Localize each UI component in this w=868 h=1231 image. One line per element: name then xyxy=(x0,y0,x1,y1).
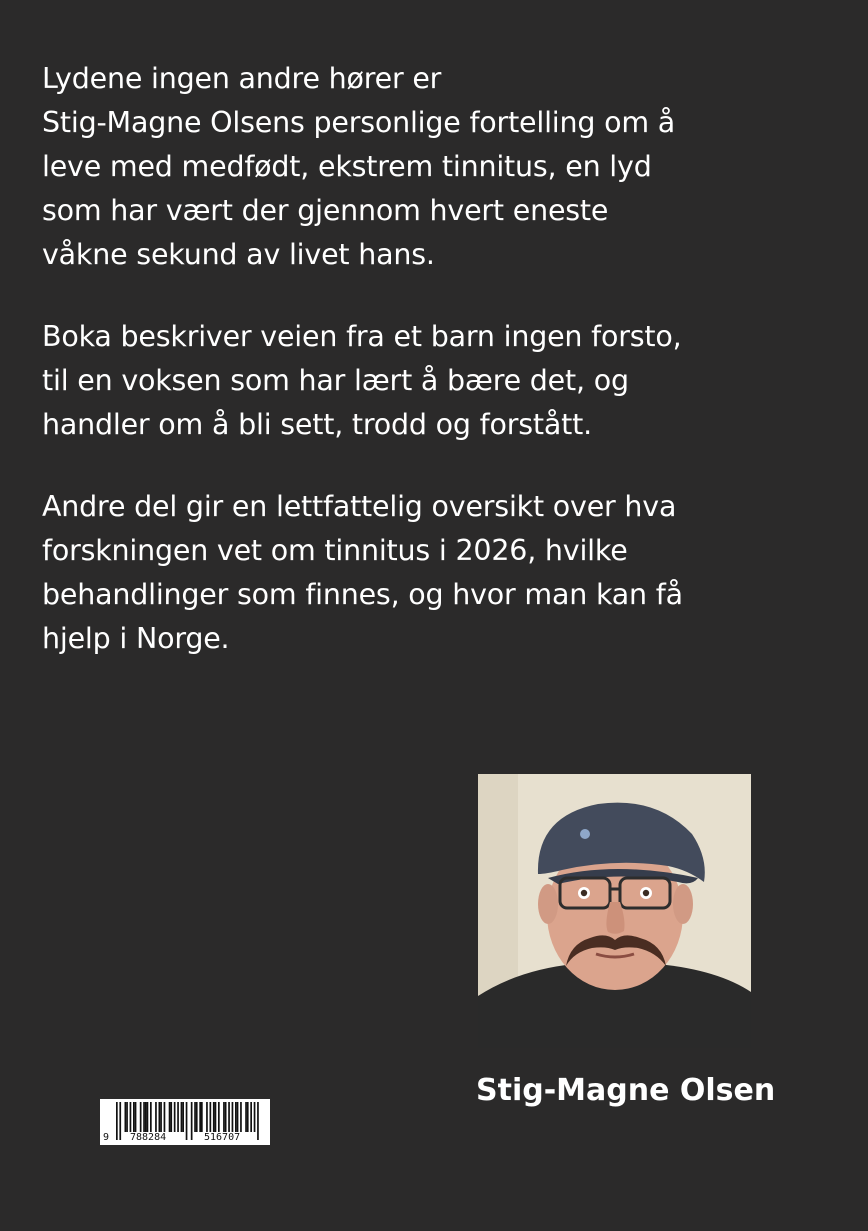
isbn-digits-right: 516707 xyxy=(204,1132,241,1143)
barcode-bar xyxy=(177,1102,179,1132)
barcode-bar xyxy=(174,1102,176,1132)
barcode-bar xyxy=(125,1102,127,1132)
barcode-bar xyxy=(186,1102,188,1140)
blurb-paragraph-3 xyxy=(42,485,842,661)
barcode-bar xyxy=(254,1102,256,1132)
blurb-line: Boka beskriver veien fra et barn ingen forsto, xyxy=(42,320,682,353)
barcode-bar xyxy=(206,1102,208,1132)
barcode-bar xyxy=(143,1102,145,1132)
barcode-bar xyxy=(194,1102,196,1132)
barcode-bar xyxy=(164,1102,166,1132)
barcode-bar xyxy=(225,1102,227,1132)
barcode-bar xyxy=(247,1102,249,1132)
blurb-line: handler om å bli sett, trodd og forstått. xyxy=(42,408,592,441)
barcode-bar xyxy=(201,1102,203,1132)
blurb-line: som har vært der gjennom hvert eneste xyxy=(42,194,609,227)
blurb-line: hjelp i Norge. xyxy=(42,622,230,655)
blurb-line: behandlinger som finnes, og hvor man kan få xyxy=(42,578,683,611)
barcode-bar xyxy=(155,1102,157,1132)
barcode-bar xyxy=(237,1102,239,1132)
barcode-bar xyxy=(169,1102,171,1132)
barcode-bar xyxy=(150,1102,152,1132)
back-cover-blurb xyxy=(42,57,842,699)
blurb-paragraph-2 xyxy=(42,315,842,447)
barcode-bar xyxy=(116,1102,118,1140)
isbn-digit-first: 9 xyxy=(103,1132,110,1143)
barcode-bar xyxy=(223,1102,225,1132)
barcode-bar xyxy=(126,1102,128,1132)
barcode-bar xyxy=(240,1102,242,1132)
barcode-bar xyxy=(170,1102,172,1132)
barcode-bar xyxy=(232,1102,234,1132)
isbn-digits-left: 788284 xyxy=(130,1132,167,1143)
barcode-bar xyxy=(250,1102,252,1132)
barcode-bar xyxy=(245,1102,247,1132)
barcode-bar xyxy=(181,1102,183,1132)
barcode-bar xyxy=(182,1102,184,1132)
blurb-line: forskningen vet om tinnitus i 2026, hvilke xyxy=(42,534,628,567)
blurb-paragraph-1 xyxy=(42,57,842,277)
author-name: Stig-Magne Olsen xyxy=(476,1073,776,1108)
blurb-line: Andre del gir en lettfattelig oversikt over hva xyxy=(42,490,677,523)
barcode-bar xyxy=(191,1102,193,1140)
blurb-line: leve med medfødt, ekstrem tinnitus, en lyd xyxy=(42,150,652,183)
barcode-bar xyxy=(133,1102,135,1132)
barcode-bar xyxy=(218,1102,220,1132)
barcode-bar xyxy=(145,1102,147,1132)
author-photo xyxy=(478,774,751,1048)
blurb-line: våkne sekund av livet hans. xyxy=(42,238,435,271)
barcode-bar xyxy=(119,1102,121,1140)
barcode-bar xyxy=(130,1102,132,1132)
barcode-bar xyxy=(147,1102,149,1132)
barcode-bar xyxy=(135,1102,137,1132)
barcode-bar xyxy=(210,1102,212,1132)
barcode-bar xyxy=(140,1102,142,1132)
barcode-bar xyxy=(159,1102,161,1132)
barcode-bar xyxy=(228,1102,230,1132)
barcode-bar xyxy=(160,1102,162,1132)
barcode-bar xyxy=(213,1102,215,1132)
barcode-bar xyxy=(257,1102,259,1140)
isbn-barcode xyxy=(100,1099,270,1145)
barcode-bar xyxy=(199,1102,201,1132)
blurb-line: Lydene ingen andre hører er xyxy=(42,62,442,95)
blurb-line: til en voksen som har lært å bære det, og xyxy=(42,364,629,397)
blurb-line: Stig-Magne Olsens personlige fortelling om å xyxy=(42,106,676,139)
barcode-bar xyxy=(196,1102,198,1132)
barcode-bar xyxy=(235,1102,237,1132)
barcode-bar xyxy=(215,1102,217,1132)
